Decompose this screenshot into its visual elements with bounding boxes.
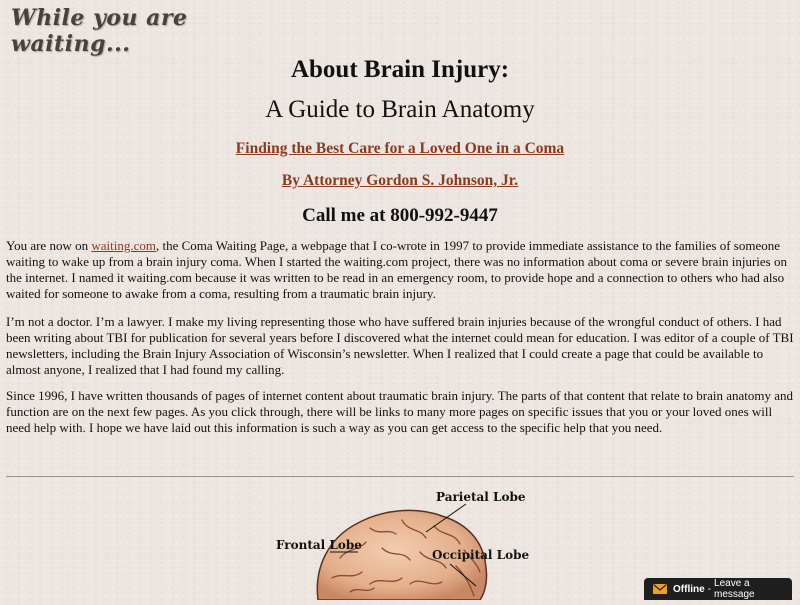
- author-link[interactable]: By Attorney Gordon S. Johnson, Jr.: [281, 172, 519, 189]
- frontal-lobe-label: Frontal Lobe: [276, 538, 362, 552]
- envelope-icon: [653, 584, 667, 594]
- phone-heading: Call me at 800-992-9447: [302, 205, 498, 226]
- page-title: About Brain Injury:: [290, 56, 510, 83]
- page-subtitle: A Guide to Brain Anatomy: [265, 96, 535, 123]
- chat-widget[interactable]: [644, 578, 792, 600]
- intro-text-before: You are now on: [6, 238, 92, 253]
- brain-diagram: [270, 488, 540, 600]
- chat-separator: -: [707, 583, 712, 595]
- section-divider: [6, 476, 794, 477]
- site-logo[interactable]: [0, 0, 250, 57]
- chat-message: Leave a message: [714, 578, 755, 600]
- parietal-lobe-label: Parietal Lobe: [436, 490, 526, 504]
- waiting-com-link[interactable]: waiting.com: [91, 238, 156, 253]
- logo-text: While you are waiting...: [11, 5, 188, 57]
- best-care-link[interactable]: Finding the Best Care for a Loved One in a Coma: [235, 140, 565, 157]
- content-paragraph: Since 1996, I have written thousands of pages of internet content about traumatic brain injury. The parts of that content that relate to brain anatomy and function are on the next few pages. As you click through, there will be links to many more pages on specific issues that you or your loved ones will need help with. I hope we have laid out this information is such a way as you can get access to the specific help that you need.: [6, 388, 793, 435]
- lawyer-paragraph: I’m not a doctor. I’m a lawyer. I make my living representing those who have suffered brain injuries because of the wrongful conduct of others. I had been writing about TBI for publication for several years before I discovered what the internet could mean for education. I was editor of a couple of TBI newsletters, including the Brain Injury Association of Wisconsin’s newsletter. When I realized that I could create a page that could be available to almost anyone, I realized that I had found my calling.: [6, 314, 794, 377]
- intro-paragraph: [6, 238, 796, 302]
- chat-status: Offline: [673, 583, 705, 595]
- intro-text-after: , the Coma Waiting Page, a webpage that I co-wrote in 1997 to provide immediate assistance to the families of someone waiting to wake up from a brain injury coma. When I started the waiting.com project, there was no information about coma or severe brain injuries on the internet. I named it waiting.com because it was written to be read in an emergency room, to provide hope and a connection to others who had also waited for someone to awake from a coma, resulting from a traumatic brain injury.: [6, 238, 787, 301]
- occipital-lobe-label: Occipital Lobe: [432, 548, 530, 562]
